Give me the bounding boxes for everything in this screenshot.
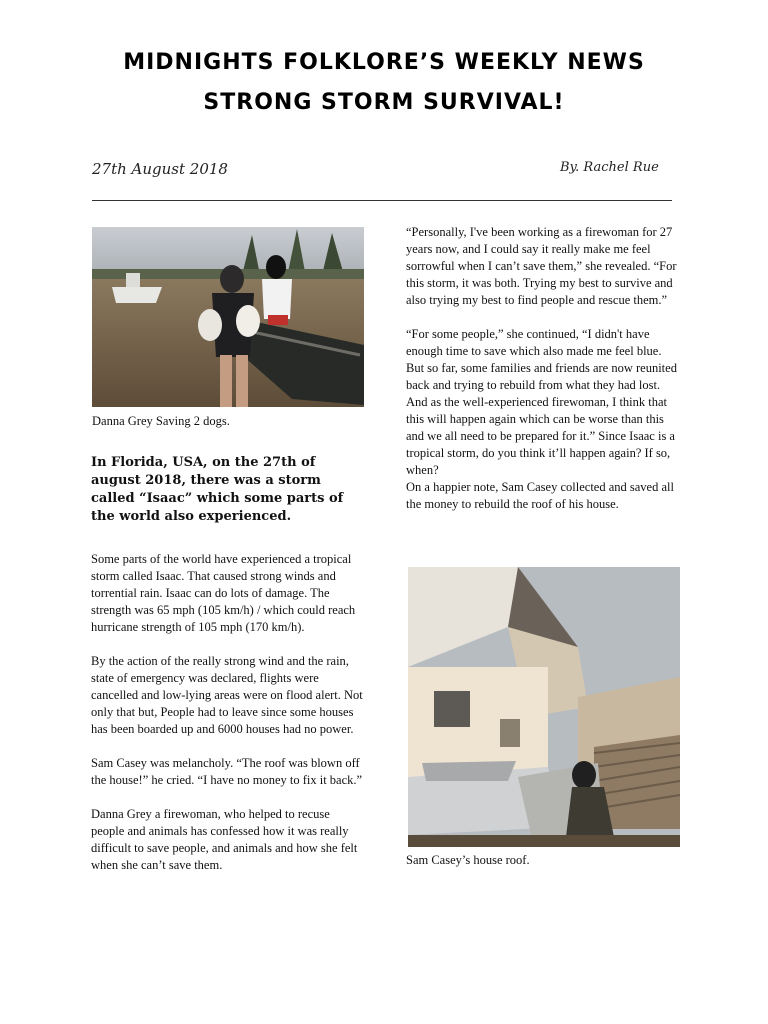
newspaper-title: MIDNIGHTS FOLKLORE’S WEEKLY NEWS bbox=[123, 50, 645, 75]
author-byline: By. Rachel Rue bbox=[560, 160, 659, 175]
article-paragraph: Some parts of the world have experienced a tropical storm called Isaac. That caused strong winds and torrential rain. Isaac can do lots of damage. The strength was 65 mph (105 km/h) / which could reach hurricane strength of 105 mph (170 km/h). bbox=[91, 552, 356, 634]
article-paragraph: Sam Casey was melancholy. “The roof was blown off the house!” he cried. “I have no money to fix it back.” bbox=[91, 756, 363, 787]
left-article-body bbox=[91, 551, 366, 891]
article-paragraph: “Personally, I've been working as a firewoman for 27 years now, and I could say it really make me feel sorrowful when I can’t save them,” she revealed. “For this storm, it was both. Trying my best to survive and also trying my best to find people and rescue them.” bbox=[406, 225, 677, 307]
photo-caption: Sam Casey’s house roof. bbox=[406, 853, 530, 867]
header-divider bbox=[92, 200, 672, 201]
headline: STRONG STORM SURVIVAL! bbox=[203, 90, 565, 115]
issue-date: 27th August 2018 bbox=[92, 160, 228, 178]
article-paragraph: Danna Grey a firewoman, who helped to recuse people and animals has confessed how it was really difficult to save people, and animals and how she felt when she can’t save them. bbox=[91, 807, 358, 872]
article-paragraph: By the action of the really strong wind and the rain, state of emergency was declared, flights were cancelled and low-lying areas were on flood alert. Not only that but, People had to leave since some houses has been boarded up and 6000 houses had no power. bbox=[91, 654, 363, 736]
flood-rescue-photo bbox=[92, 227, 364, 407]
right-article-body bbox=[406, 224, 681, 530]
article-paragraph: On a happier note, Sam Casey collected and saved all the money to rebuild the roof of his house. bbox=[406, 480, 674, 511]
article-paragraph: “For some people,” she continued, “I didn't have enough time to save which also made me feel blue. But so far, some families and friends are now reunited back and trying to rebuild from what they had lost. And as the well-experienced firewoman, I think that this will happen again which can be worse than this and we all need to be prepared for it.” Since Isaac is a tropical storm, do you think it’ll happen again? If so, when? bbox=[406, 327, 677, 477]
damaged-roof-photo bbox=[408, 567, 680, 847]
lead-paragraph: In Florida, USA, on the 27th of august 2018, there was a storm called “Isaac” which some parts of the world also experienced. bbox=[91, 455, 344, 524]
photo-caption: Danna Grey Saving 2 dogs. bbox=[92, 414, 230, 428]
